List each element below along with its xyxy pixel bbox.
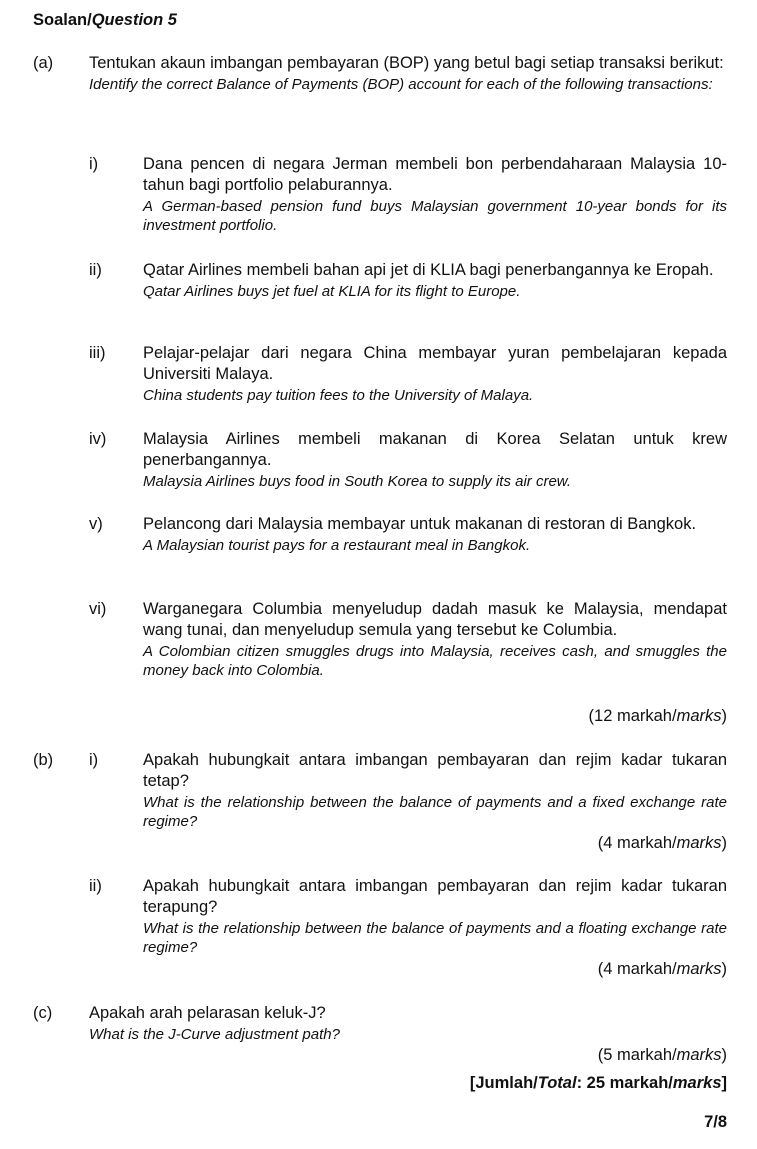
item-a-iii-ms: Pelajar-pelajar dari negara China membayar yuran pembelajaran kepada Universiti Malaya. [143,344,727,383]
item-b-i-en: What is the relationship between the balance of payments and a fixed exchange rate regime? [143,794,727,830]
item-a-ii [143,260,727,301]
item-a-iii [143,343,727,405]
part-c-question [89,1003,727,1044]
item-b-ii-marks: (4 markah/marks) [597,960,727,978]
item-a-vi-en: A Colombian citizen smuggles drugs into Malaysia, receives cash, and smuggles the money back into Colombia. [143,643,727,679]
part-c-text-ms: Apakah arah pelarasan keluk-J? [89,1004,326,1022]
item-a-iv-en: Malaysia Airlines buys food in South Korea to supply its air crew. [143,473,571,490]
item-a-i-label: i) [89,155,99,173]
item-a-ii-ms: Qatar Airlines membeli bahan api jet di KLIA bagi penerbangannya ke Eropah. [143,261,714,279]
part-c-marks: (5 markah/marks) [597,1046,727,1064]
item-a-vi [143,599,727,680]
part-a-text-ms: Tentukan akaun imbangan pembayaran (BOP) yang betul bagi setiap transaksi berikut: [89,54,724,72]
item-a-i [143,154,727,235]
item-a-v-en: A Malaysian tourist pays for a restaurant meal in Bangkok. [143,537,531,554]
part-a-label: (a) [33,54,54,72]
total-marks: [Jumlah/Total: 25 markah/marks] [469,1074,727,1092]
item-b-ii-en: What is the relationship between the balance of payments and a floating exchange rate regime? [143,920,727,956]
item-a-v-label: v) [89,515,103,533]
item-a-i-en: A German-based pension fund buys Malaysian government 10-year bonds for its investment portfolio. [143,198,727,234]
part-a-marks: (12 markah/marks) [588,707,727,725]
item-a-v-ms: Pelancong dari Malaysia membayar untuk makanan di restoran di Bangkok. [143,515,697,533]
item-b-i-label: i) [89,751,99,769]
item-b-ii [143,876,727,957]
item-a-iv-ms: Malaysia Airlines membeli makanan di Korea Selatan untuk krew penerbangannya. [143,430,727,469]
item-a-vi-ms: Warganegara Columbia menyeludup dadah masuk ke Malaysia, mendapat wang tunai, dan menyeludup semula yang tersebut ke Columbia. [143,600,727,639]
item-b-i-ms: Apakah hubungkait antara imbangan pembayaran dan rejim kadar tukaran tetap? [143,751,727,790]
question-heading: Soalan/Question 5 [33,11,177,29]
item-a-iii-label: iii) [89,344,106,362]
item-b-ii-label: ii) [89,877,102,895]
item-a-vi-label: vi) [89,600,107,618]
item-a-ii-label: ii) [89,261,102,279]
item-a-iv-label: iv) [89,430,107,448]
page-number: 7/8 [704,1113,727,1131]
item-b-i-marks: (4 markah/marks) [597,834,727,852]
item-b-i [143,750,727,831]
item-a-ii-en: Qatar Airlines buys jet fuel at KLIA for its flight to Europe. [143,283,521,300]
item-b-ii-ms: Apakah hubungkait antara imbangan pembayaran dan rejim kadar tukaran terapung? [143,877,727,916]
item-a-iv [143,429,727,491]
part-c-label: (c) [33,1004,53,1022]
item-a-v [143,514,727,555]
part-a-text-en: Identify the correct Balance of Payments (BOP) account for each of the following transactions: [89,76,713,93]
item-a-iii-en: China students pay tuition fees to the University of Malaya. [143,387,534,404]
item-a-i-ms: Dana pencen di negara Jerman membeli bon perbendaharaan Malaysia 10-tahun bagi portfolio pelaburannya. [143,155,727,194]
part-c-text-en: What is the J-Curve adjustment path? [89,1026,340,1043]
part-b-label: (b) [33,751,54,769]
part-a-question [89,53,727,94]
